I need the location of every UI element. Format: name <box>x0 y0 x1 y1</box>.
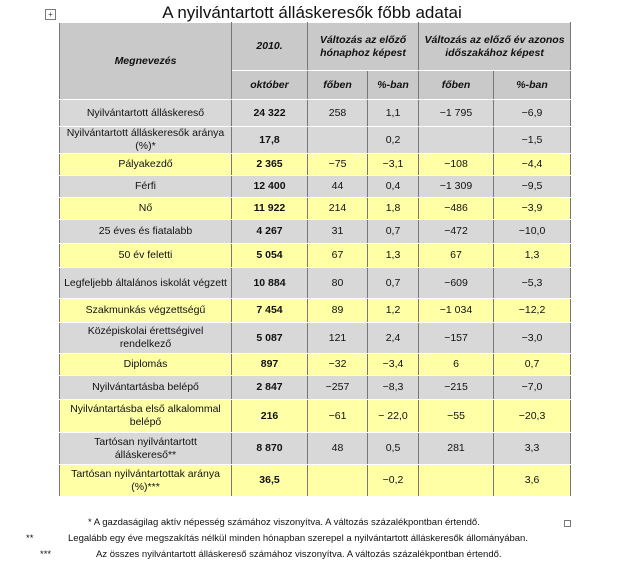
cell-y-fo: 6 <box>419 354 494 376</box>
table-row <box>60 465 571 497</box>
cell-y-pct: 1,3 <box>494 244 571 268</box>
table-row <box>60 127 571 154</box>
table-row <box>60 154 571 176</box>
cell-name: Tartósan nyilvántartott álláskereső** <box>60 433 232 465</box>
header-pct2: %-ban <box>494 71 571 100</box>
cell-y-fo: −108 <box>419 154 494 176</box>
cell-y-pct: −3,9 <box>494 198 571 220</box>
footnote-2-marker: ** <box>26 533 34 544</box>
table-row <box>60 198 571 220</box>
cell-m-pct: 0,5 <box>368 433 419 465</box>
cell-oct: 36,5 <box>232 465 308 497</box>
cell-m-fo: −32 <box>308 354 368 376</box>
cell-oct: 24 322 <box>232 100 308 127</box>
cell-name: Nő <box>60 198 232 220</box>
header-group-year: Változás az előző év azonos időszakához képest <box>419 23 571 71</box>
cell-m-pct: − 22,0 <box>368 400 419 433</box>
cell-name: Férfi <box>60 176 232 198</box>
cell-y-fo <box>419 465 494 497</box>
cell-m-pct: −8,3 <box>368 376 419 400</box>
cell-name: Diplomás <box>60 354 232 376</box>
cell-name: Szakmunkás végzettségű <box>60 299 232 323</box>
cell-m-pct: 0,7 <box>368 220 419 244</box>
cell-y-fo: −486 <box>419 198 494 220</box>
cell-m-pct: 0,4 <box>368 176 419 198</box>
cell-oct: 216 <box>232 400 308 433</box>
table-row <box>60 433 571 465</box>
cell-name: 50 év feletti <box>60 244 232 268</box>
cell-m-pct: −3,4 <box>368 354 419 376</box>
cell-name: Középiskolai érettségivel rendelkező <box>60 323 232 354</box>
cell-m-pct: 1,8 <box>368 198 419 220</box>
cell-m-fo: 258 <box>308 100 368 127</box>
table-row <box>60 299 571 323</box>
cell-name: 25 éves és fiatalabb <box>60 220 232 244</box>
cell-m-pct: −3,1 <box>368 154 419 176</box>
cell-y-pct: −5,3 <box>494 268 571 299</box>
footnote-1: * A gazdaságilag aktív népesség számához viszonyítva. A változás százalékpontban értendő. <box>88 517 480 528</box>
cell-m-fo: 44 <box>308 176 368 198</box>
cell-oct: 2 365 <box>232 154 308 176</box>
footnote-2: Legalább egy éve megszakítás nélkül minden hónapban szerepel a nyilvántartott álláskeresők állományában. <box>68 533 528 544</box>
cell-y-pct: −6,9 <box>494 100 571 127</box>
table-row <box>60 244 571 268</box>
cell-y-pct: −3,0 <box>494 323 571 354</box>
cell-m-fo: −75 <box>308 154 368 176</box>
table-move-handle-icon[interactable]: + <box>45 9 56 20</box>
cell-m-fo: 121 <box>308 323 368 354</box>
header-fo2: főben <box>419 71 494 100</box>
cell-m-pct: 2,4 <box>368 323 419 354</box>
table-row <box>60 268 571 299</box>
cell-name: Legfeljebb általános iskolát végzett <box>60 268 232 299</box>
cell-y-pct: 3,3 <box>494 433 571 465</box>
cell-oct: 17,8 <box>232 127 308 154</box>
cell-m-fo: 31 <box>308 220 368 244</box>
cell-name: Nyilvántartásba első alkalommal belépő <box>60 400 232 433</box>
cell-name: Nyilvántartott álláskereső <box>60 100 232 127</box>
cell-y-pct: −7,0 <box>494 376 571 400</box>
cell-y-fo: −157 <box>419 323 494 354</box>
cell-y-fo: −609 <box>419 268 494 299</box>
data-table <box>59 22 571 497</box>
cell-y-pct: −4,4 <box>494 154 571 176</box>
cell-y-pct: −12,2 <box>494 299 571 323</box>
cell-y-pct: 0,7 <box>494 354 571 376</box>
table-row <box>60 354 571 376</box>
cell-m-fo: −61 <box>308 400 368 433</box>
table-row <box>60 220 571 244</box>
cell-oct: 2 847 <box>232 376 308 400</box>
cell-y-fo: 281 <box>419 433 494 465</box>
cell-y-fo: −1 309 <box>419 176 494 198</box>
cell-y-pct: −1,5 <box>494 127 571 154</box>
resize-handle-icon[interactable] <box>564 520 571 527</box>
table-row <box>60 400 571 433</box>
cell-m-fo: 214 <box>308 198 368 220</box>
cell-name: Tartósan nyilvántartottak aránya (%)*** <box>60 465 232 497</box>
cell-m-fo: 80 <box>308 268 368 299</box>
table-row <box>60 376 571 400</box>
cell-name: Pályakezdő <box>60 154 232 176</box>
cell-name: Nyilvántartott álláskeresők aránya (%)* <box>60 127 232 154</box>
cell-y-fo: 67 <box>419 244 494 268</box>
header-group-month: Változás az előző hónaphoz képest <box>308 23 419 71</box>
cell-y-pct: −9,5 <box>494 176 571 198</box>
cell-y-pct: 3,6 <box>494 465 571 497</box>
cell-y-pct: −10,0 <box>494 220 571 244</box>
cell-m-fo: −257 <box>308 376 368 400</box>
cell-m-fo: 48 <box>308 433 368 465</box>
cell-y-fo: −215 <box>419 376 494 400</box>
footnote-3-marker: *** <box>40 549 52 560</box>
cell-m-fo: 67 <box>308 244 368 268</box>
cell-y-fo <box>419 127 494 154</box>
header-year: 2010. <box>232 23 308 71</box>
cell-oct: 7 454 <box>232 299 308 323</box>
cell-name: Nyilvántartásba belépő <box>60 376 232 400</box>
cell-oct: 4 267 <box>232 220 308 244</box>
cell-y-fo: −55 <box>419 400 494 433</box>
header-name: Megnevezés <box>60 23 232 100</box>
cell-oct: 897 <box>232 354 308 376</box>
header-pct1: %-ban <box>368 71 419 100</box>
cell-oct: 8 870 <box>232 433 308 465</box>
cell-oct: 10 884 <box>232 268 308 299</box>
table-row <box>60 323 571 354</box>
cell-m-pct: 1,1 <box>368 100 419 127</box>
table-row <box>60 100 571 127</box>
header-fo1: főben <box>308 71 368 100</box>
cell-m-pct: 0,2 <box>368 127 419 154</box>
cell-y-fo: −1 795 <box>419 100 494 127</box>
cell-y-fo: −472 <box>419 220 494 244</box>
cell-m-pct: 1,3 <box>368 244 419 268</box>
table-row <box>60 176 571 198</box>
cell-m-pct: 1,2 <box>368 299 419 323</box>
cell-m-pct: −0,2 <box>368 465 419 497</box>
cell-oct: 12 400 <box>232 176 308 198</box>
cell-y-fo: −1 034 <box>419 299 494 323</box>
cell-oct: 5 054 <box>232 244 308 268</box>
cell-m-fo <box>308 127 368 154</box>
cell-oct: 5 087 <box>232 323 308 354</box>
cell-m-pct: 0,7 <box>368 268 419 299</box>
header-month: október <box>232 71 308 100</box>
cell-m-fo <box>308 465 368 497</box>
footnote-3: Az összes nyilvántartott álláskereső számához viszonyítva. A változás százalékpontban értendő. <box>96 549 502 560</box>
cell-y-pct: −20,3 <box>494 400 571 433</box>
cell-oct: 11 922 <box>232 198 308 220</box>
cell-m-fo: 89 <box>308 299 368 323</box>
page-title: A nyilvántartott álláskeresők főbb adatai <box>162 3 462 22</box>
